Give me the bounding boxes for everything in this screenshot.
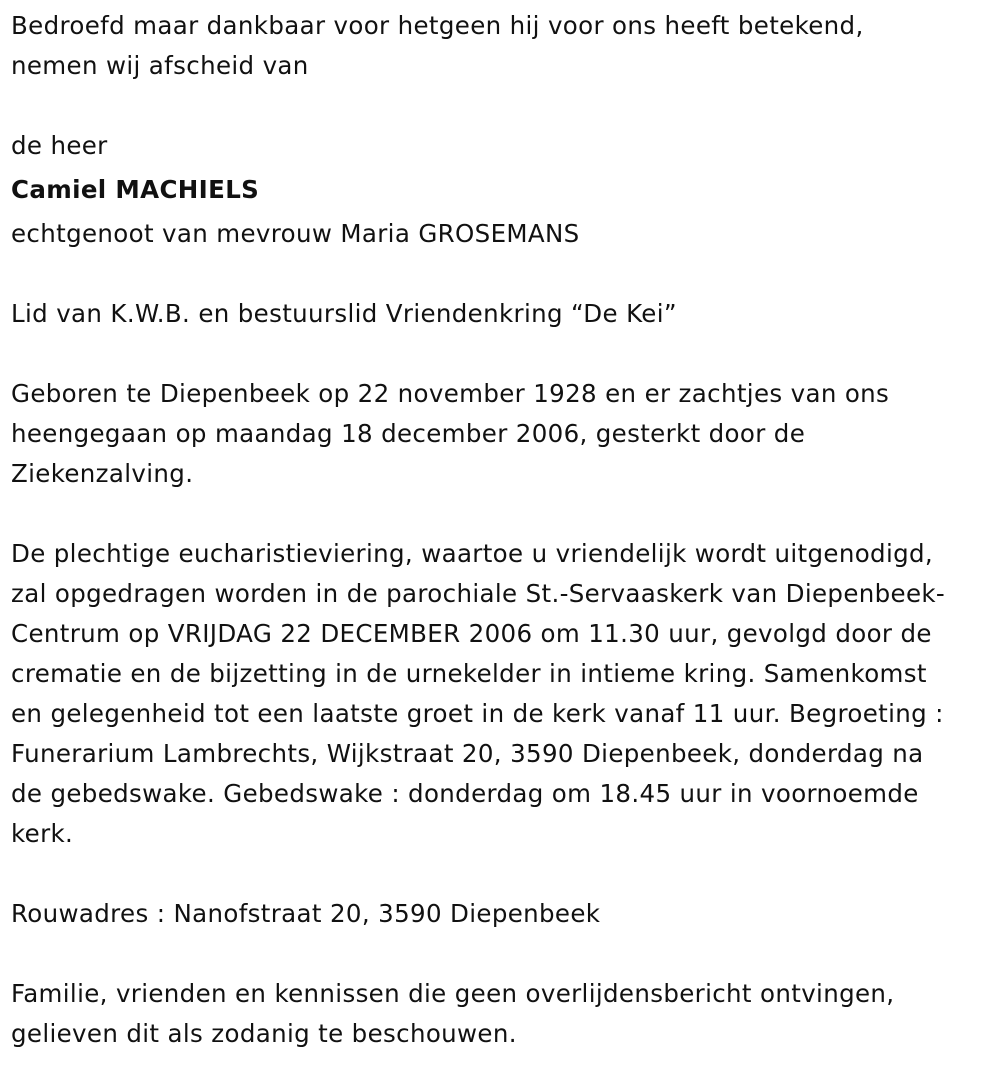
ceremony-line: Funerarium Lambrechts, Wijkstraat 20, 3590 Diepenbeek, donderdag na xyxy=(11,739,924,768)
deceased-name: Camiel MACHIELS xyxy=(11,175,260,204)
intro-paragraph xyxy=(11,6,991,86)
spacer xyxy=(11,334,991,374)
salutation: de heer xyxy=(11,131,108,160)
closing-line: Familie, vrienden en kennissen die geen overlijdensbericht ontvingen, xyxy=(11,979,895,1008)
ceremony-paragraph xyxy=(11,534,991,854)
closing-line: gelieven dit als zodanig te beschouwen. xyxy=(11,1019,517,1048)
intro-line: Bedroefd maar dankbaar voor hetgeen hij voor ons heeft betekend, xyxy=(11,11,864,40)
birth-death-paragraph xyxy=(11,374,991,494)
closing-paragraph xyxy=(11,974,991,1054)
birth-death-line: Ziekenzalving. xyxy=(11,459,194,488)
ceremony-line: en gelegenheid tot een laatste groet in de kerk vanaf 11 uur. Begroeting : xyxy=(11,699,944,728)
birth-death-line: heengegaan op maandag 18 december 2006, gesterkt door de xyxy=(11,419,806,448)
ceremony-line: crematie en de bijzetting in de urnekelder in intieme kring. Samenkomst xyxy=(11,659,927,688)
ceremony-line: kerk. xyxy=(11,819,74,848)
ceremony-line: De plechtige eucharistieviering, waartoe u vriendelijk wordt uitgenodigd, xyxy=(11,539,934,568)
ceremony-line: Centrum op VRIJDAG 22 DECEMBER 2006 om 11.30 uur, gevolgd door de xyxy=(11,619,932,648)
ceremony-line: zal opgedragen worden in de parochiale St.-Servaaskerk van Diepenbeek- xyxy=(11,579,946,608)
membership-line: Lid van K.W.B. en bestuurslid Vriendenkring “De Kei” xyxy=(11,299,677,328)
spacer xyxy=(11,86,991,126)
spacer xyxy=(11,494,991,534)
spacer xyxy=(11,254,991,294)
birth-death-line: Geboren te Diepenbeek op 22 november 1928 en er zachtjes van ons xyxy=(11,379,890,408)
mourning-address: Rouwadres : Nanofstraat 20, 3590 Diepenbeek xyxy=(11,899,601,928)
spacer xyxy=(11,854,991,894)
obituary-notice xyxy=(11,6,991,1054)
intro-line: nemen wij afscheid van xyxy=(11,51,309,80)
ceremony-line: de gebedswake. Gebedswake : donderdag om 18.45 uur in voornoemde xyxy=(11,779,919,808)
spouse-line: echtgenoot van mevrouw Maria GROSEMANS xyxy=(11,219,580,248)
spacer xyxy=(11,934,991,974)
